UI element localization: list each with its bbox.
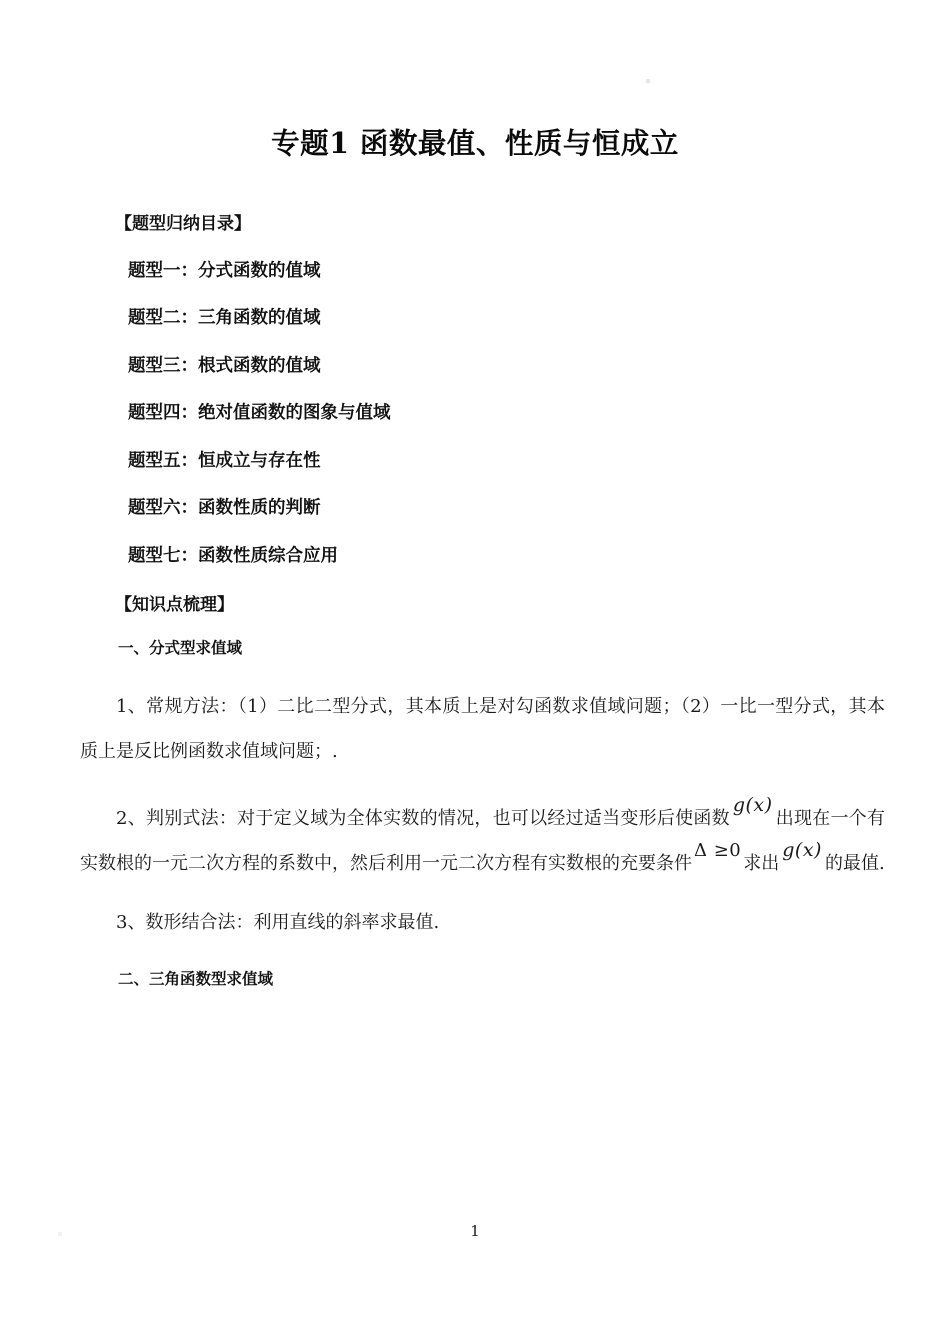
knowledge-item-2-text-c: 求出 xyxy=(743,852,780,874)
catalog-heading: 【题型归纳目录】 xyxy=(115,213,251,234)
toc-item-4: 题型四：绝对值函数的图象与值域 xyxy=(128,403,391,424)
toc-item-1: 题型一：分式函数的值域 xyxy=(128,260,321,281)
knowledge-item-3: 3、数形结合法：利用直线的斜率求最值. xyxy=(116,911,440,933)
knowledge-item-2-text-b: 出现在一个有实数根的一元二次方程的系数中，然后利用一元二次方程有实数根的充要条件 xyxy=(80,807,886,874)
toc-item-6: 题型六：函数性质的判断 xyxy=(128,498,321,519)
page-title: 专题1 函数最值、性质与恒成立 xyxy=(271,126,679,160)
inline-math-gx-second: g(x) xyxy=(782,838,822,861)
page-number: 1 xyxy=(470,1222,480,1240)
toc-item-5: 题型五：恒成立与存在性 xyxy=(128,450,321,471)
subsection-heading-one: 一、分式型求值域 xyxy=(118,639,243,658)
toc-item-2: 题型二：三角函数的值域 xyxy=(128,308,321,329)
toc-item-7: 题型七：函数性质综合应用 xyxy=(128,545,338,566)
knowledge-item-2-text-d: 的最值. xyxy=(824,852,885,874)
knowledge-heading: 【知识点梳理】 xyxy=(115,595,234,616)
knowledge-item-1: 1、常规方法：（1）二比二型分式，其本质上是对勾函数求值域问题；（2）一比一型分式，其本质上是反比例函数求值域问题；. xyxy=(80,695,885,762)
inline-math-discriminant: Δ ≥0 xyxy=(694,839,742,861)
subsection-heading-two: 二、三角函数型求值域 xyxy=(118,969,274,988)
inline-math-gx-first: g(x) xyxy=(732,793,773,816)
knowledge-item-2 xyxy=(0,774,950,886)
toc-item-3: 题型三：根式函数的值域 xyxy=(128,355,321,376)
knowledge-item-2-text-a: 2、判别式法：对于定义域为全体实数的情况，也可以经过适当变形后使函数 xyxy=(116,807,730,829)
